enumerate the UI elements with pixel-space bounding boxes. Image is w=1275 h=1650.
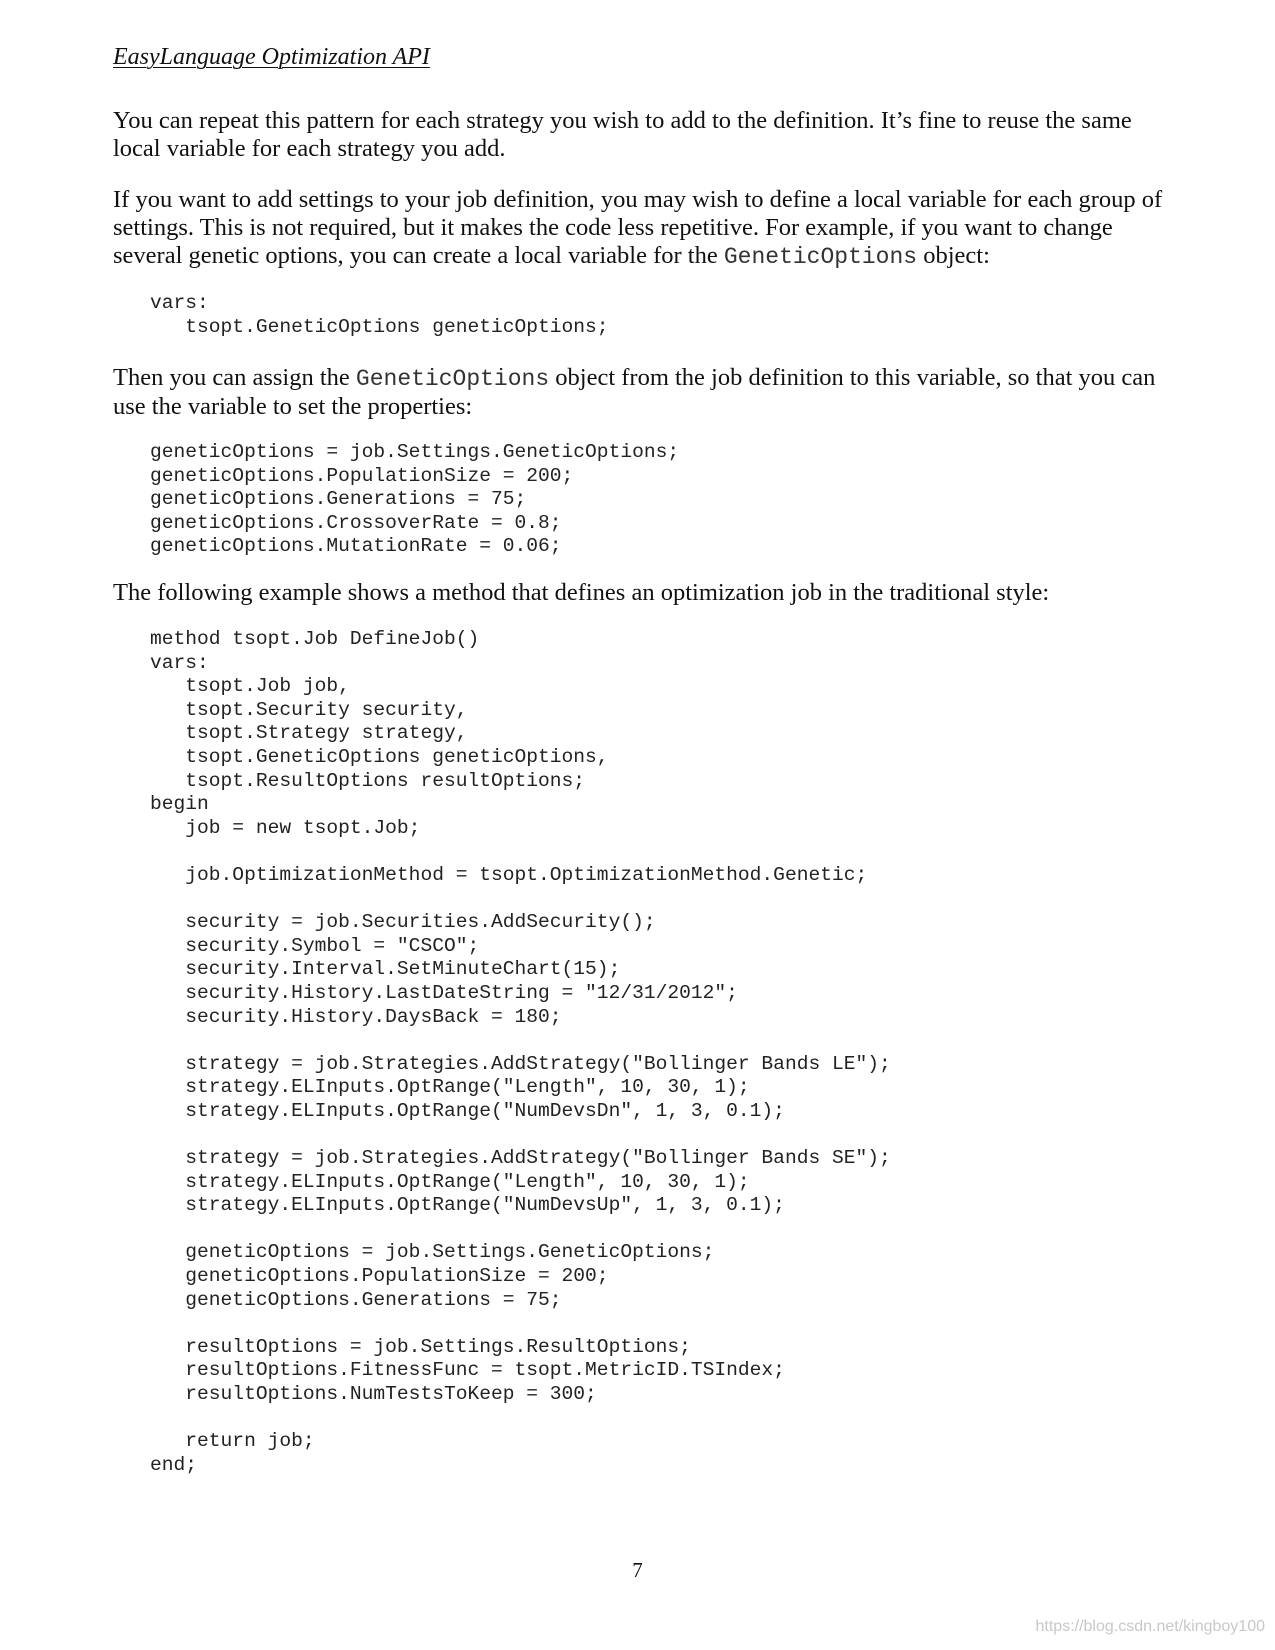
watermark: https://blog.csdn.net/kingboy100 — [1035, 1618, 1265, 1635]
paragraph-assign-object-text: Then you can assign the — [113, 364, 350, 391]
paragraph-add-settings-text: If you want to add settings to your job definition, you may wish to define a local variable for each group of settings. This is not required, but it makes the code less repetitive. For example, if you want to change several genetic options, you can create a local variable for the — [113, 186, 1163, 269]
inline-code-genetic-options: GeneticOptions — [723, 244, 918, 270]
code-block-define-job: method tsopt.Job DefineJob() vars: tsopt.Job job, tsopt.Security security, tsopt.Strategy strategy, tsopt.GeneticOptions geneticOptions, tsopt.ResultOptions resultOptions; begin job = new tsopt.Job; job.OptimizationMethod = tsopt.OptimizationMethod.Genetic; security = job.Securities.AddSecurity(); security.Symbol = "CSCO"; security.Interval.SetMinuteChart(15); security.History.LastDateString = "12/31/2012"; security.History.DaysBack = 180; strategy = job.Strategies.AddStrategy("Bollinger Bands LE"); strategy.ELInputs.OptRange("Length", 10, 30, 1); strategy.ELInputs.OptRange("NumDevsDn", 1, 3, 0.1); strategy = job.Strategies.AddStrategy("Bollinger Bands SE"); strategy.ELInputs.OptRange("Length", 10, 30, 1); strategy.ELInputs.OptRange("NumDevsUp", 1, 3, 0.1); geneticOptions = job.Settings.GeneticOptions; geneticOptions.PopulationSize = 200; geneticOptions.Generations = 75; resultOptions = job.Settings.ResultOptions; resultOptions.FitnessFunc = tsopt.MetricID.TSIndex; resultOptions.NumTestsToKeep = 300; return job; end; — [150, 628, 891, 1476]
paragraph-repeat-pattern: You can repeat this pattern for each strategy you wish to add to the definition. It’s fine to reuse the same local variable for each strategy you add. — [113, 107, 1132, 162]
code-block-vars: vars: tsopt.GeneticOptions geneticOptions; — [150, 292, 609, 338]
paragraph-assign-object — [113, 364, 1173, 421]
paragraph-assign-object-tail: object from the job definition to this variable, so that you can use the variable to set the properties: — [113, 364, 1156, 420]
paragraph-add-settings-tail: object: — [923, 242, 990, 269]
page-number: 7 — [632, 1558, 643, 1582]
paragraph-example-intro: The following example shows a method that defines an optimization job in the traditional style: — [113, 579, 1050, 606]
inline-code-genetic-options-2: GeneticOptions — [355, 366, 550, 392]
running-header: EasyLanguage Optimization API — [113, 44, 430, 70]
code-block-assign: geneticOptions = job.Settings.GeneticOptions; geneticOptions.PopulationSize = 200; geneticOptions.Generations = 75; geneticOptions.CrossoverRate = 0.8; geneticOptions.MutationRate = 0.06; — [150, 441, 680, 558]
paragraph-add-settings — [113, 186, 1173, 271]
